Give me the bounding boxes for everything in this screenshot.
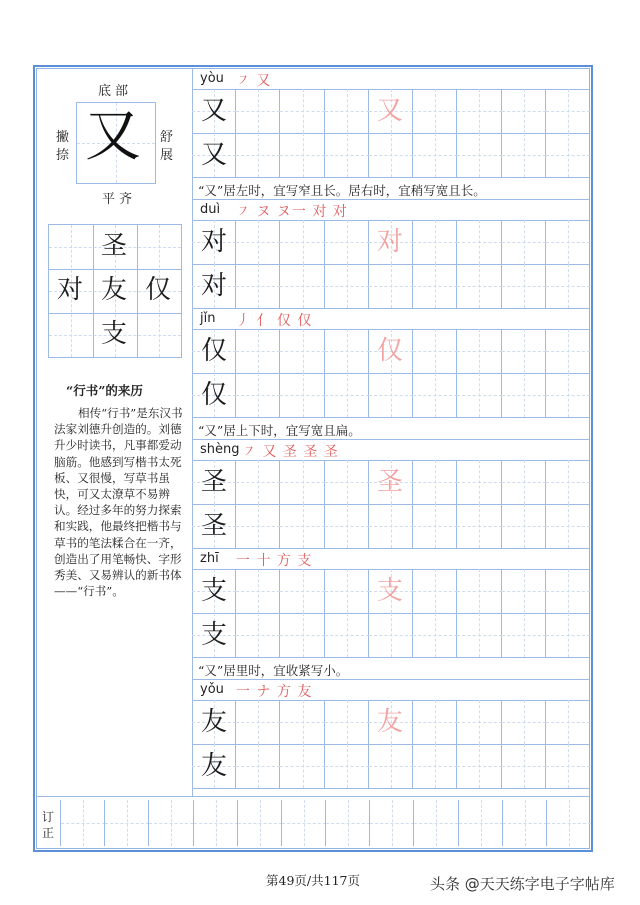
practice-cell: [192, 613, 236, 657]
cross-char-left: 对: [57, 275, 84, 305]
practice-cell[interactable]: [369, 89, 413, 133]
block-header: [192, 680, 590, 701]
practice-row: [192, 700, 590, 745]
practice-cell[interactable]: [325, 613, 369, 657]
practice-row: [192, 460, 590, 505]
pinyin: yòu: [200, 71, 224, 86]
radical-left-2: 捺: [56, 148, 70, 163]
practice-cell[interactable]: [236, 613, 280, 657]
practice-cell[interactable]: [236, 460, 280, 504]
practice-cell[interactable]: [546, 329, 590, 373]
practice-cell: [192, 264, 236, 308]
writing-tip: “又”居左时，宜写窄且长。居右时，宜稍写宽且长。: [198, 183, 486, 198]
practice-cell[interactable]: [413, 89, 457, 133]
practice-cell[interactable]: [502, 744, 546, 788]
practice-cell[interactable]: [280, 744, 324, 788]
practice-cell[interactable]: [325, 133, 369, 177]
trace-char: 友: [376, 707, 403, 737]
practice-cell[interactable]: [502, 89, 546, 133]
practice-cell[interactable]: [457, 504, 501, 548]
correction-cell[interactable]: [369, 800, 413, 846]
practice-cell[interactable]: [236, 220, 280, 264]
model-char: 友: [201, 751, 228, 781]
radical-left-1: 撇: [56, 130, 70, 145]
practice-cell[interactable]: [280, 329, 324, 373]
practice-cell[interactable]: [280, 569, 324, 613]
practice-cell[interactable]: [413, 744, 457, 788]
correction-cell[interactable]: [104, 800, 148, 846]
practice-cell[interactable]: [457, 700, 501, 744]
practice-cell[interactable]: [413, 504, 457, 548]
practice-cell[interactable]: [546, 744, 590, 788]
trace-char: 又: [376, 96, 403, 126]
practice-row: [192, 329, 590, 374]
practice-cell[interactable]: [502, 700, 546, 744]
trace-char: 仅: [376, 336, 403, 366]
correction-cell[interactable]: [193, 800, 237, 846]
correction-cell[interactable]: [502, 800, 546, 846]
correction-cell[interactable]: [237, 800, 281, 846]
practice-row: [192, 220, 590, 265]
practice-cell[interactable]: [413, 373, 457, 417]
practice-cell[interactable]: [457, 373, 501, 417]
correction-label-2: 正: [42, 826, 55, 840]
block-header: [192, 549, 590, 570]
stroke-order: ㇇ 又 圣 圣 圣: [242, 444, 339, 460]
practice-cell[interactable]: [502, 373, 546, 417]
pinyin: jǐn: [200, 311, 216, 326]
practice-cell[interactable]: [413, 460, 457, 504]
practice-cell[interactable]: [457, 329, 501, 373]
practice-cell[interactable]: [546, 133, 590, 177]
practice-cell[interactable]: [502, 569, 546, 613]
practice-cell[interactable]: [502, 329, 546, 373]
practice-cell[interactable]: [546, 89, 590, 133]
practice-cell[interactable]: [369, 700, 413, 744]
practice-cell[interactable]: [502, 460, 546, 504]
practice-cell[interactable]: [413, 613, 457, 657]
trace-char: 对: [376, 227, 403, 257]
stroke-order: ㇇ 又: [236, 73, 272, 89]
practice-cell[interactable]: [546, 504, 590, 548]
correction-cell[interactable]: [458, 800, 502, 846]
practice-cell[interactable]: [236, 700, 280, 744]
practice-cell[interactable]: [546, 460, 590, 504]
article-title: “行书”的来历: [66, 383, 143, 398]
practice-cell[interactable]: [457, 569, 501, 613]
practice-block: [192, 200, 590, 308]
practice-cell[interactable]: [502, 613, 546, 657]
practice-cell[interactable]: [325, 89, 369, 133]
model-char: 圣: [201, 511, 228, 541]
model-char: 支: [201, 576, 228, 606]
correction-row: [36, 800, 590, 846]
practice-cell: [192, 504, 236, 548]
practice-cell: [192, 744, 236, 788]
practice-cell[interactable]: [369, 613, 413, 657]
writing-tip: “又”居上下时，宜写宽且扁。: [198, 423, 361, 438]
trace-char: 支: [376, 576, 403, 606]
stroke-order: 一 十 方 支: [236, 553, 313, 569]
practice-cell[interactable]: [369, 264, 413, 308]
practice-cell[interactable]: [369, 220, 413, 264]
correction-cells: [60, 800, 590, 846]
practice-cell: [192, 89, 236, 133]
watermark: 头条 @天天练字电子字帖库: [430, 875, 615, 893]
practice-cell[interactable]: [280, 264, 324, 308]
model-char: 仅: [201, 336, 228, 366]
radical-panel: [40, 76, 190, 206]
practice-cell[interactable]: [502, 133, 546, 177]
model-char: 又: [201, 96, 228, 126]
practice-cell[interactable]: [369, 373, 413, 417]
practice-cell[interactable]: [236, 133, 280, 177]
correction-cell[interactable]: [281, 800, 325, 846]
correction-cell[interactable]: [325, 800, 369, 846]
trace-char: 圣: [376, 467, 403, 497]
practice-cell: [192, 329, 236, 373]
practice-cell[interactable]: [457, 89, 501, 133]
practice-cell: [192, 700, 236, 744]
correction-cell[interactable]: [60, 800, 104, 846]
model-char: 支: [201, 620, 228, 650]
model-char: 对: [201, 271, 228, 301]
practice-cell[interactable]: [413, 220, 457, 264]
practice-cell[interactable]: [546, 264, 590, 308]
practice-cell[interactable]: [457, 460, 501, 504]
practice-row: [192, 133, 590, 178]
practice-cell: [192, 133, 236, 177]
practice-cell: [192, 220, 236, 264]
practice-cell[interactable]: [457, 744, 501, 788]
practice-cell[interactable]: [502, 504, 546, 548]
practice-cell[interactable]: [413, 133, 457, 177]
model-char: 仅: [201, 380, 228, 410]
practice-block: [192, 309, 590, 439]
practice-cell[interactable]: [236, 264, 280, 308]
practice-block: [192, 680, 590, 788]
practice-cell[interactable]: [369, 133, 413, 177]
practice-cell[interactable]: [502, 220, 546, 264]
practice-cell[interactable]: [546, 700, 590, 744]
cross-char-right: 仅: [145, 275, 172, 305]
model-char: 友: [201, 707, 228, 737]
practice-cell[interactable]: [546, 220, 590, 264]
practice-cell[interactable]: [325, 569, 369, 613]
practice-cell[interactable]: [325, 700, 369, 744]
model-char: 圣: [201, 467, 228, 497]
practice-cell[interactable]: [236, 329, 280, 373]
correction-cell[interactable]: [148, 800, 192, 846]
practice-row: [192, 89, 590, 134]
practice-cell[interactable]: [369, 329, 413, 373]
pinyin: zhī: [200, 551, 219, 566]
practice-cell[interactable]: [457, 133, 501, 177]
practice-cell[interactable]: [325, 460, 369, 504]
practice-cell[interactable]: [325, 329, 369, 373]
practice-cell[interactable]: [546, 613, 590, 657]
practice-cell[interactable]: [369, 460, 413, 504]
practice-row: [192, 264, 590, 309]
radical-char: 又: [85, 104, 141, 169]
practice-cell[interactable]: [280, 89, 324, 133]
practice-cell[interactable]: [325, 504, 369, 548]
cross-char-bottom: 支: [101, 319, 128, 349]
radical-right-2: 展: [160, 148, 174, 163]
model-char: 对: [201, 227, 228, 257]
practice-cell[interactable]: [457, 264, 501, 308]
practice-cell[interactable]: [280, 613, 324, 657]
radical-bottom-label: 平齐: [102, 192, 137, 207]
practice-block: [192, 69, 590, 199]
practice-cell[interactable]: [502, 264, 546, 308]
article-body: 相传“行书”是东汉书法家刘德升创造的。刘德升少时读书，凡事都爱动脑筋。他感到写楷书太死板、又很慢，写草书虽快，可又太潦草不易辨认。经过多年的努力探索和实践，他最终把楷书与草书的笔法糅合在一齐，创造出了用笔畅快、字形秀美、又易辨认的新书体——“行书”。: [54, 406, 183, 599]
cross-char-center: 友: [101, 275, 128, 305]
practice-cell[interactable]: [369, 744, 413, 788]
pinyin: shèng: [200, 442, 240, 457]
model-char: 又: [201, 140, 228, 170]
writing-tip: “又”居里时，宜收紧写小。: [198, 663, 349, 678]
practice-cell[interactable]: [369, 504, 413, 548]
stroke-order: 丿 亻 仅 仅: [236, 313, 313, 329]
practice-cell[interactable]: [369, 569, 413, 613]
practice-cell[interactable]: [413, 700, 457, 744]
practice-cell: [192, 460, 236, 504]
correction-top-line: [36, 796, 590, 797]
radical-right-1: 舒: [160, 130, 174, 145]
practice-cell: [192, 373, 236, 417]
radical-box: [76, 102, 156, 184]
practice-cell[interactable]: [236, 744, 280, 788]
page-number: 第49页/共117页: [266, 873, 360, 888]
practice-cell[interactable]: [236, 89, 280, 133]
practice-cell[interactable]: [325, 744, 369, 788]
practice-cell[interactable]: [236, 504, 280, 548]
practice-cell[interactable]: [280, 133, 324, 177]
block-header: [192, 309, 590, 330]
practice-cell[interactable]: [280, 504, 324, 548]
radical-top-label: 底部: [98, 84, 133, 99]
practice-block: [192, 440, 590, 548]
practice-cell[interactable]: [280, 700, 324, 744]
practice-cell[interactable]: [280, 220, 324, 264]
pinyin: duì: [200, 202, 221, 217]
practice-cell[interactable]: [325, 264, 369, 308]
block-header: [192, 440, 590, 461]
practice-cell[interactable]: [413, 329, 457, 373]
practice-cell[interactable]: [236, 373, 280, 417]
practice-cell[interactable]: [413, 569, 457, 613]
practice-cell[interactable]: [280, 460, 324, 504]
cross-grid: [48, 224, 182, 358]
correction-cell[interactable]: [413, 800, 457, 846]
cross-char-top: 圣: [101, 231, 128, 261]
practice-cell[interactable]: [325, 220, 369, 264]
practice-cell[interactable]: [280, 373, 324, 417]
practice-cell[interactable]: [546, 373, 590, 417]
block-header: [192, 200, 590, 221]
stroke-order: 一 ナ 方 友: [236, 684, 313, 700]
correction-cell[interactable]: [546, 800, 590, 846]
correction-label-1: 订: [42, 810, 55, 824]
practice-cell[interactable]: [457, 613, 501, 657]
pinyin: yǒu: [200, 682, 224, 697]
practice-row: [192, 613, 590, 658]
block-header: [192, 69, 590, 90]
practice-cell[interactable]: [546, 569, 590, 613]
stroke-order: ㇇ ヌ ヌ一 对 对: [236, 204, 348, 220]
practice-row: [192, 373, 590, 418]
practice-cell[interactable]: [325, 373, 369, 417]
practice-row: [192, 569, 590, 614]
practice-cell[interactable]: [236, 569, 280, 613]
practice-row: [192, 744, 590, 789]
practice-block: [192, 549, 590, 679]
practice-cell[interactable]: [457, 220, 501, 264]
practice-row: [192, 504, 590, 549]
practice-cell: [192, 569, 236, 613]
practice-cell[interactable]: [413, 264, 457, 308]
